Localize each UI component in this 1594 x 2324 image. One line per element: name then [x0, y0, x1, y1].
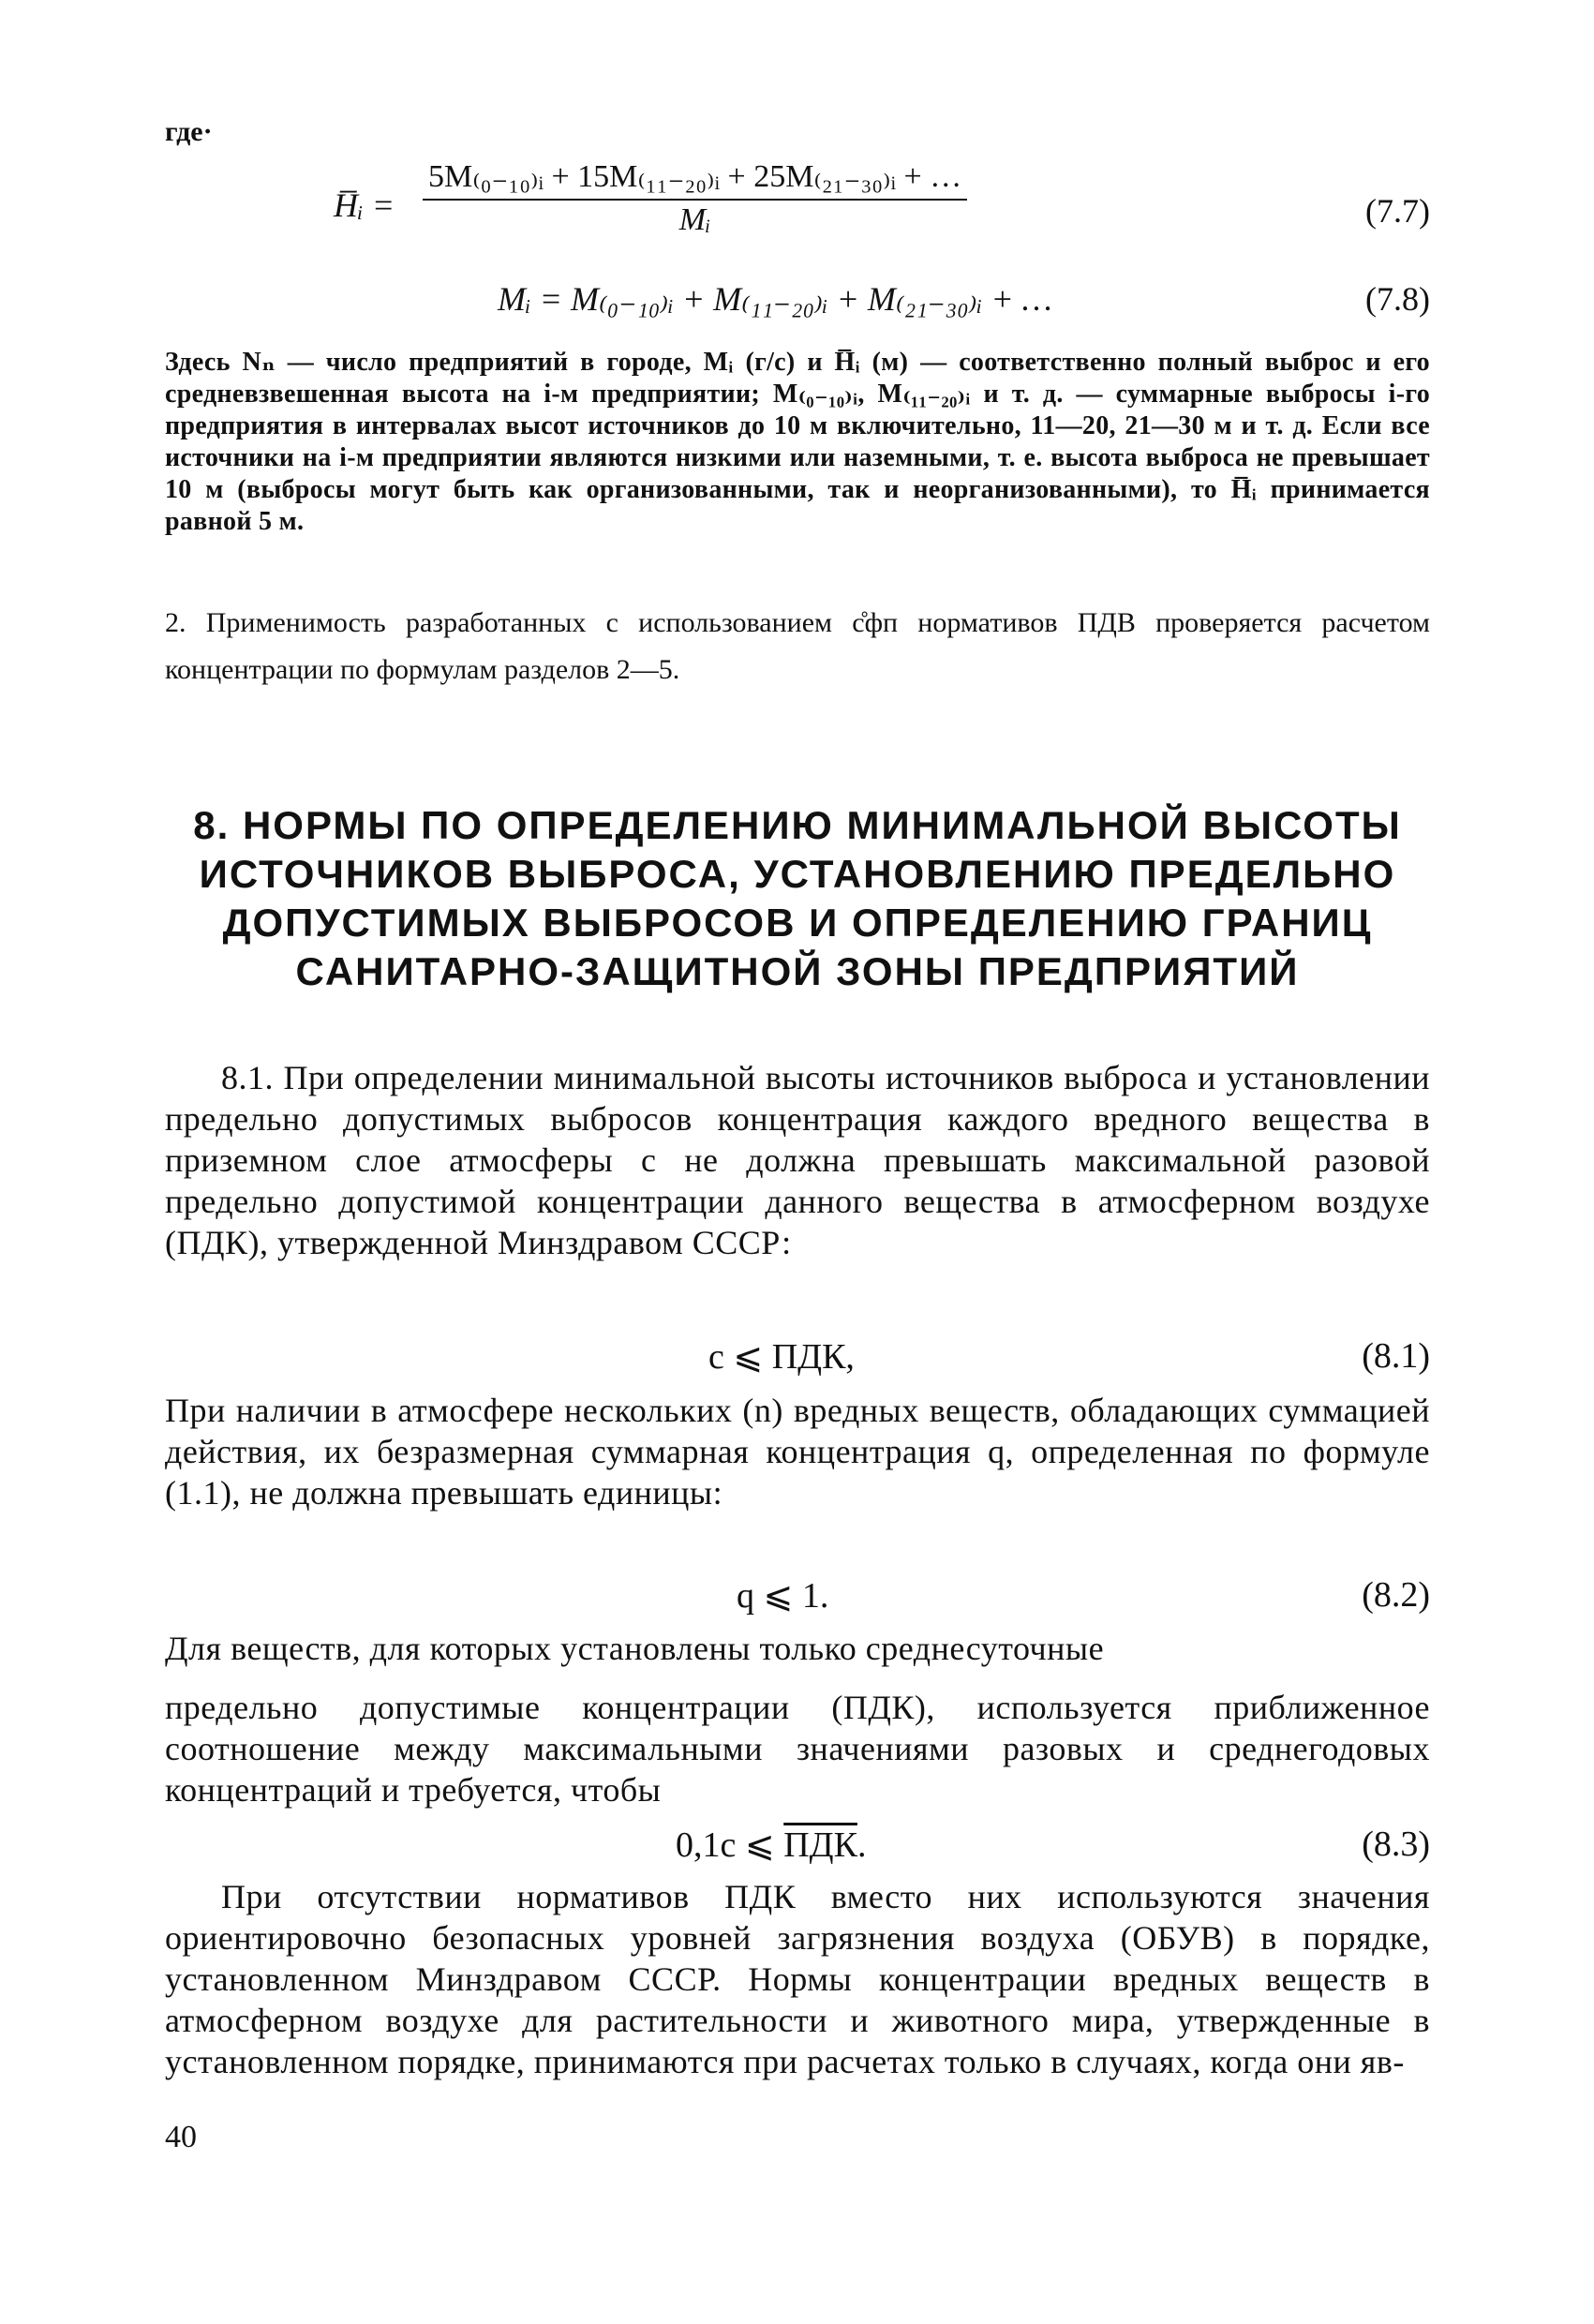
equation-7-7-fraction: [423, 157, 967, 238]
equation-8-1-expr: c ⩽ ПДК,: [708, 1337, 855, 1377]
paragraph-summation: При наличии в атмосфере нескольких (n) вредных веществ, обладающих суммацией действия, их безразмерная суммарная концентрация q, определенная по формуле (1.1), не должна превышать единицы:: [165, 1392, 1430, 1512]
where-label: где·: [165, 116, 213, 147]
equation-8-3-expr: [676, 1824, 866, 1866]
equation-8-2: [165, 1574, 1430, 1621]
equation-7-8-number: (7.8): [1365, 280, 1430, 318]
equation-8-3-left: 0,1c ⩽: [676, 1825, 784, 1865]
equation-7-7-numerator: 5M₍₀₋₁₀₎ᵢ + 15M₍₁₁₋₂₀₎ᵢ + 25M₍₂₁₋₃₀₎ᵢ + …: [423, 157, 967, 201]
equation-7-7-lhs: H̅ᵢ =: [334, 186, 395, 224]
page-number: 40: [165, 2120, 197, 2154]
paragraph-daily: предельно допустимые концентрации (ПДК), используется приближенное соотношение между максимальными значениями разовых и среднегодовых концентраций и требуется, чтобы: [165, 1689, 1430, 1809]
equation-8-3-right: .: [857, 1825, 867, 1865]
equation-8-2-expr: q ⩽ 1.: [737, 1576, 829, 1616]
equation-8-3: [165, 1824, 1430, 1870]
equation-8-2-number: (8.2): [1362, 1575, 1430, 1615]
equation-7-7-number: (7.7): [1365, 192, 1430, 230]
equation-7-8: [165, 279, 1430, 326]
explanation-text: Здесь Nₙ — число предприятий в городе, Mᵢ (г/с) и H̅ᵢ (м) — соответственно полный выброс и его средневзвешенная высота на i-м предприятии; M₍₀₋₁₀₎ᵢ, M₍₁₁₋₂₀₎ᵢ и т. д. — суммарные выбросы i-го предприятия в интервалах высот источников до 10 м включительно, 11—20, 21—30 м и т. д. Если все источники на i-м предприятии являются низкими или наземными, т. е. высота выброса не превышает 10 м (выбросы могут быть как организованными, так и неорганизованными), то H̅ᵢ принимается равной 5 м.: [165, 348, 1430, 536]
section-heading: 8. НОРМЫ ПО ОПРЕДЕЛЕНИЮ МИНИМАЛЬНОЙ ВЫСОТЫ ИСТОЧНИКОВ ВЫБРОСА, УСТАНОВЛЕНИЮ ПРЕДЕЛЬНО ДОПУСТИМЫХ ВЫБРОСОВ И ОПРЕДЕЛЕНИЮ ГРАНИЦ САНИТАРНО-ЗАЩИТНОЙ ЗОНЫ ПРЕДПРИЯТИЙ: [193, 803, 1402, 993]
paragraph-8-1: [165, 1057, 1430, 1263]
paragraph-obuv: [165, 1876, 1430, 2082]
item-2-text: 2. Применимость разработанных с использованием c̊фп нормативов ПДВ проверяется расчетом концентрации по формулам разделов 2—5.: [165, 607, 1430, 685]
equation-7-8-expr: Mᵢ = M₍₀₋₁₀₎ᵢ + M₍₁₁₋₂₀₎ᵢ + M₍₂₁₋₃₀₎ᵢ + …: [498, 280, 1052, 318]
paragraph-8-1-text: 8.1. При определении минимальной высоты источников выброса и установлении предельно допустимых выбросов концентрация каждого вредного вещества в приземном слое атмосферы c не должна превышать максимальной разовой предельно допустимой концентрации данного вещества в атмосферном воздухе (ПДК), утвержденной Минздравом СССР:: [165, 1059, 1430, 1261]
equation-8-3-number: (8.3): [1362, 1825, 1430, 1864]
paragraph-obuv-text: При отсутствии нормативов ПДК вместо них используются значения ориентировочно безопасных уровней загрязнения воздуха (ОБУВ) в порядке, установленном Минздравом СССР. Нормы концентрации вредных веществ в атмосферном воздухе для растительности и животного мира, утвержденные в установленном порядке, принимаются при расчетах только в случаях, когда они яв-: [165, 1878, 1430, 2080]
equation-7-7-denominator: Mᵢ: [678, 202, 711, 237]
equation-8-3-overlined: ПДК: [783, 1825, 857, 1865]
equation-8-1-number: (8.1): [1362, 1336, 1430, 1376]
equation-7-7: [165, 157, 1430, 261]
equation-8-1: [165, 1335, 1430, 1382]
paragraph-daily-line1: Для веществ, для которых установлены только среднесуточные: [165, 1630, 1105, 1667]
